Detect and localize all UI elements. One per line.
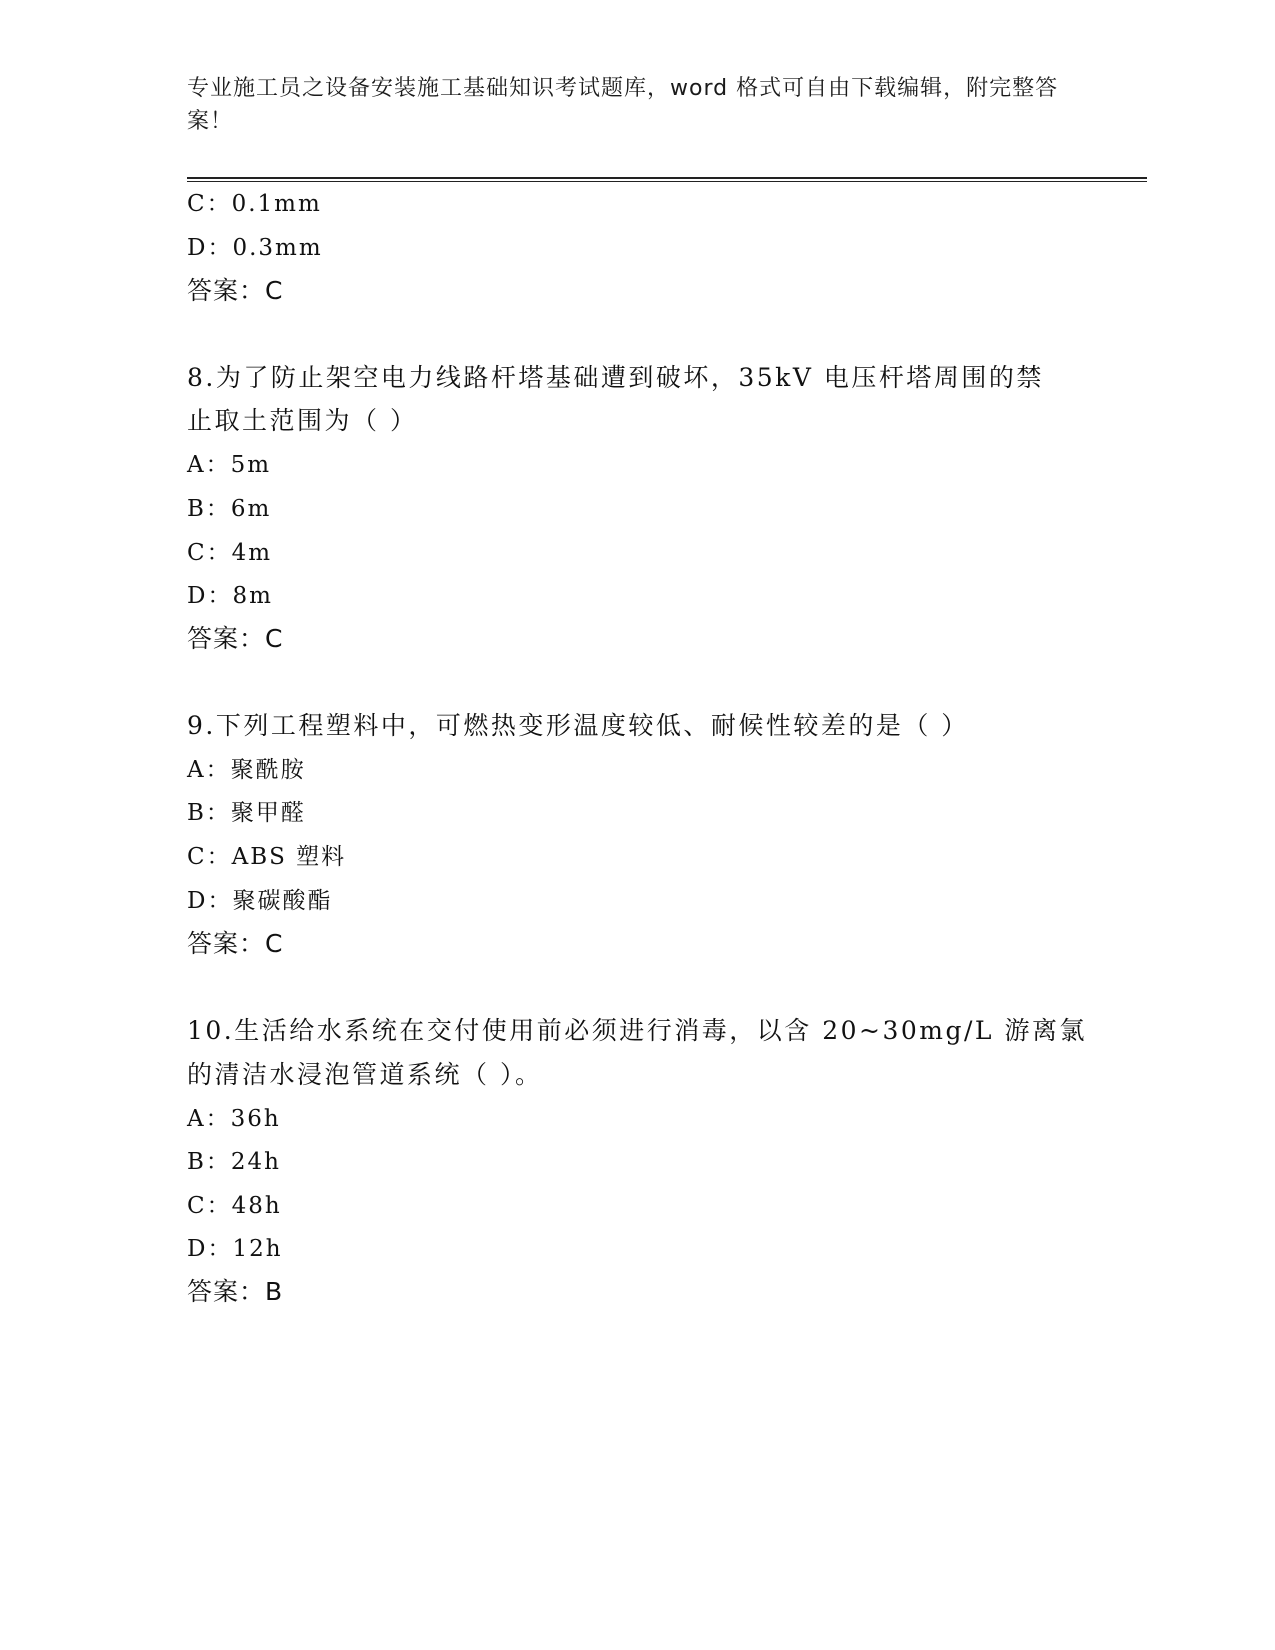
- question-8-answer: 答案：C: [187, 624, 284, 653]
- question-10-text-cont: 的清洁水浸泡管道系统（ ）。: [187, 1060, 543, 1089]
- question-9-option-c: C：ABS 塑料: [187, 844, 347, 870]
- question-9-answer: 答案：C: [187, 929, 284, 958]
- answer: 答案：C: [187, 276, 284, 305]
- question-8-option-c: C：4m: [187, 540, 273, 566]
- header-divider-thin: [187, 181, 1147, 182]
- question-9-text: 9.下列工程塑料中，可燃热变形温度较低、耐候性较差的是（ ）: [187, 711, 969, 740]
- document-header: 专业施工员之设备安装施工基础知识考试题库，word 格式可自由下载编辑，附完整答案！: [187, 76, 1059, 134]
- question-8-text-cont: 止取土范围为（ ）: [187, 406, 418, 435]
- option-d: D：0.3mm: [187, 235, 323, 261]
- document-page: [187, 0, 1147, 1650]
- question-8-option-d: D：8m: [187, 583, 273, 609]
- header-divider-thick: [187, 177, 1147, 179]
- question-9-option-a: A：聚酰胺: [187, 757, 306, 783]
- question-10-answer: 答案：B: [187, 1277, 284, 1306]
- question-8-option-a: A：5m: [187, 452, 272, 478]
- question-10-option-d: D：12h: [187, 1236, 283, 1262]
- question-9-option-d: D：聚碳酸酯: [187, 888, 333, 914]
- question-10-option-c: C：48h: [187, 1193, 282, 1219]
- question-8-option-b: B：6m: [187, 496, 272, 522]
- question-10-option-a: A：36h: [187, 1106, 281, 1132]
- option-c: C：0.1mm: [187, 191, 322, 217]
- question-9-option-b: B：聚甲醛: [187, 800, 306, 826]
- question-10-option-b: B：24h: [187, 1149, 281, 1175]
- question-10-text: 10.生活给水系统在交付使用前必须进行消毒，以含 20~30mg/L 游离氯: [187, 1016, 1087, 1045]
- question-8-text: 8.为了防止架空电力线路杆塔基础遭到破坏，35kV 电压杆塔周围的禁: [187, 363, 1044, 392]
